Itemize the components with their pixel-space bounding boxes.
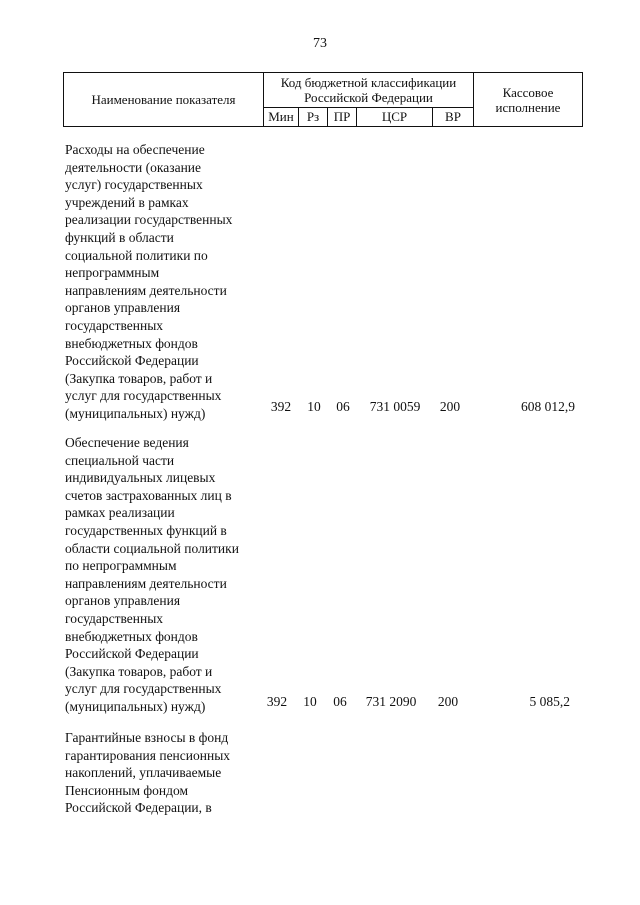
row-amount: 5 085,2 [529,694,570,709]
row-rz: 10 [307,399,321,414]
row-min: 392 [266,694,288,709]
row-name: Обеспечение ведения специальной части индивидуальных лицевых счетов застрахованных лиц в рамках реализации государственных функций в области социальной политики по непрограммным направлениям деятельности органов управления государственных внебюджетных фондов Российской Федерации (Закупка товаров, работ и услуг для государственных (муниципальных) нужд) [65,435,239,714]
header-pr: ПР [328,107,357,126]
row-min: 392 [270,399,292,414]
header-csr: ЦСР [357,107,433,126]
header-vr: ВР [433,107,474,126]
table-header [63,72,583,127]
header-rz: Рз [299,107,328,126]
header-execution-column: Кассовое исполнение [474,73,583,127]
row-csr: 731 2090 [365,694,417,709]
page-number: 73 [313,36,327,51]
header-code-group: Код бюджетной классификации Российской Федерации [264,73,474,108]
row-pr: 06 [336,399,350,414]
row-amount: 608 012,9 [521,399,575,414]
row-rz: 10 [303,694,317,709]
header-name-column: Наименование показателя [64,73,264,127]
header-min: Мин [264,107,299,126]
row-name: Гарантийные взносы в фонд гарантирования пенсионных накоплений, уплачиваемые Пенсионным фондом Российской Федерации, в [65,730,231,816]
row-name: Расходы на обеспечение деятельности (оказание услуг) государственных учреждений в рамках реализации государственных функций в области социальной политики по непрограммным направлениям деятельности органов управления государственных внебюджетных фондов Российской Федерации (Закупка товаров, работ и услуг для государственных (муниципальных) нужд) [65,142,233,421]
row-vr: 200 [439,399,461,414]
row-vr: 200 [437,694,459,709]
row-pr: 06 [333,694,347,709]
row-csr: 731 0059 [369,399,421,414]
